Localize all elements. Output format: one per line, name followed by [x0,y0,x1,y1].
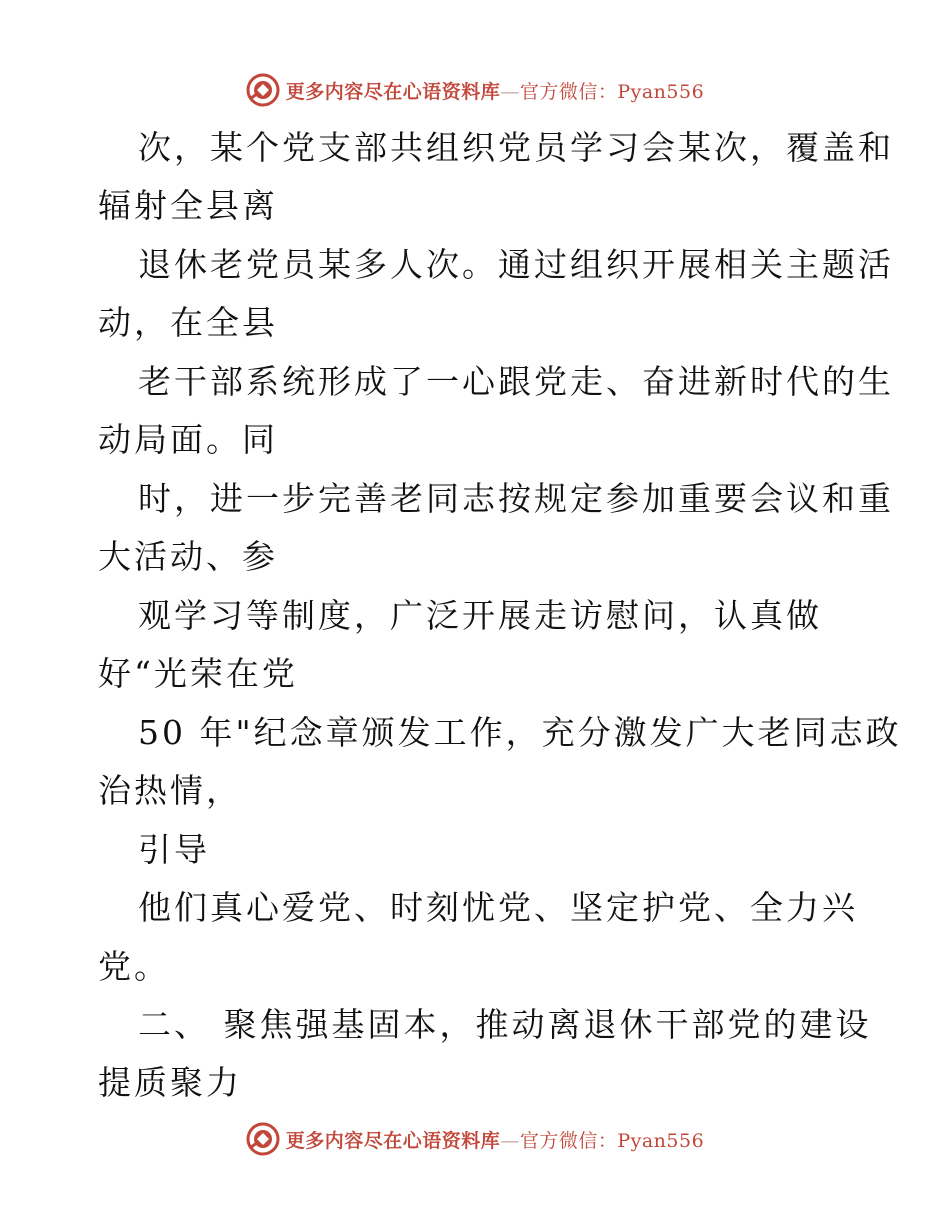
text-line: 治热情， [98,771,242,810]
watermark-text [286,1126,704,1153]
text-line: 动局面。同 [98,420,278,459]
text-line: 引导 [138,830,210,869]
watermark-wechat: Pyan556 [617,1129,705,1152]
text-line: 老干部系统形成了一心跟党走、奋进新时代的生 [138,362,894,401]
text-line: 50 年"纪念章颁发工作，充分激发广大老同志政 [138,713,902,752]
watermark-suffix: 官方微信： [519,1129,618,1152]
text-line: 次，某个党支部共组织党员学习会某次，覆盖和 [138,128,894,167]
text-line: 观学习等制度，广泛开展走访慰问，认真做 [138,596,822,635]
text-line: 辐射全县离 [98,186,278,225]
text-line: 时，进一步完善老同志按规定参加重要会议和重 [138,479,894,518]
watermark-dash: — [500,1129,520,1152]
watermark-dash: — [500,80,520,103]
footer-watermark [0,1119,950,1159]
text-line: 好“光荣在党 [98,654,298,693]
watermark-wechat: Pyan556 [617,80,705,103]
watermark-suffix: 官方微信： [519,80,618,103]
section-heading-line: 二、 聚焦强基固本，推动离退休干部党的建设 [138,1005,872,1044]
watermark-title: 更多内容尽在心语资料库 [285,80,501,103]
seal-logo-icon [246,1122,280,1156]
text-line: 党。 [98,947,170,986]
section-heading-line: 提质聚力 [98,1063,242,1102]
watermark-title: 更多内容尽在心语资料库 [285,1129,501,1152]
text-line: 他们真心爱党、时刻忧党、坚定护党、全力兴 [138,888,858,927]
text-line: 大活动、参 [98,537,278,576]
text-line: 动，在全县 [98,303,278,342]
text-line: 退休老党员某多人次。通过组织开展相关主题活 [138,245,894,284]
